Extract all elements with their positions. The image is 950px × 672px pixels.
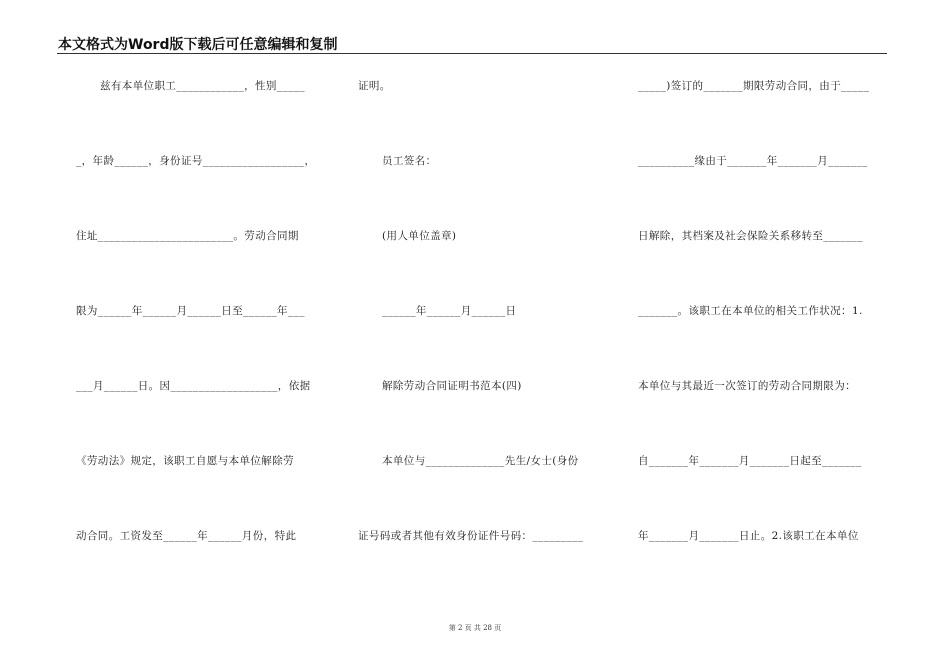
text-line: 年_______月_______日止。2.该职工在本单位 (638, 530, 859, 542)
page-number-footer: 第 2 页 共 28 页 (448, 624, 502, 632)
header-divider (57, 53, 887, 54)
text-line: 解除劳动合同证明书范本(四) (382, 380, 522, 392)
text-line: _____)签订的_______期限劳动合同，由于_____ (638, 80, 870, 92)
text-line: 限为______年______月______日至______年___ (76, 305, 305, 317)
text-line: 自_______年_______月_______日起至_______ (638, 455, 862, 467)
text-line: 日解除，其档案及社会保险关系移转至_______ (638, 230, 863, 242)
text-line: 员工签名： (382, 155, 437, 167)
text-line: 住址________________________。劳动合同期 (76, 230, 299, 242)
text-line: __________缘由于_______年_______月_______ (638, 155, 868, 167)
text-line: 《劳动法》规定，该职工自愿与本单位解除劳 (76, 455, 294, 467)
text-line: 动合同。工资发至______年______月份，特此 (76, 530, 297, 542)
text-line: _______。该职工在本单位的相关工作状况：1. (638, 305, 863, 317)
document-header-title: 本文格式为Word版下载后可任意编辑和复制 (58, 37, 338, 53)
text-line: ______年______月______日 (382, 305, 517, 317)
text-line: (用人单位盖章) (382, 230, 457, 242)
text-line: 本单位与______________先生/女士(身份 (382, 455, 579, 467)
text-line: _，年龄______，身份证号__________________， (76, 155, 316, 167)
text-line: ___月______日。因___________________，依据 (76, 380, 311, 392)
text-line: 证明。 (358, 80, 391, 92)
text-line: 本单位与其最近一次签订的劳动合同期限为： (638, 380, 856, 392)
text-line: 证号码或者其他有效身份证件号码：_________ (358, 530, 584, 542)
text-line: 兹有本单位职工____________，性别_____ (100, 80, 306, 92)
